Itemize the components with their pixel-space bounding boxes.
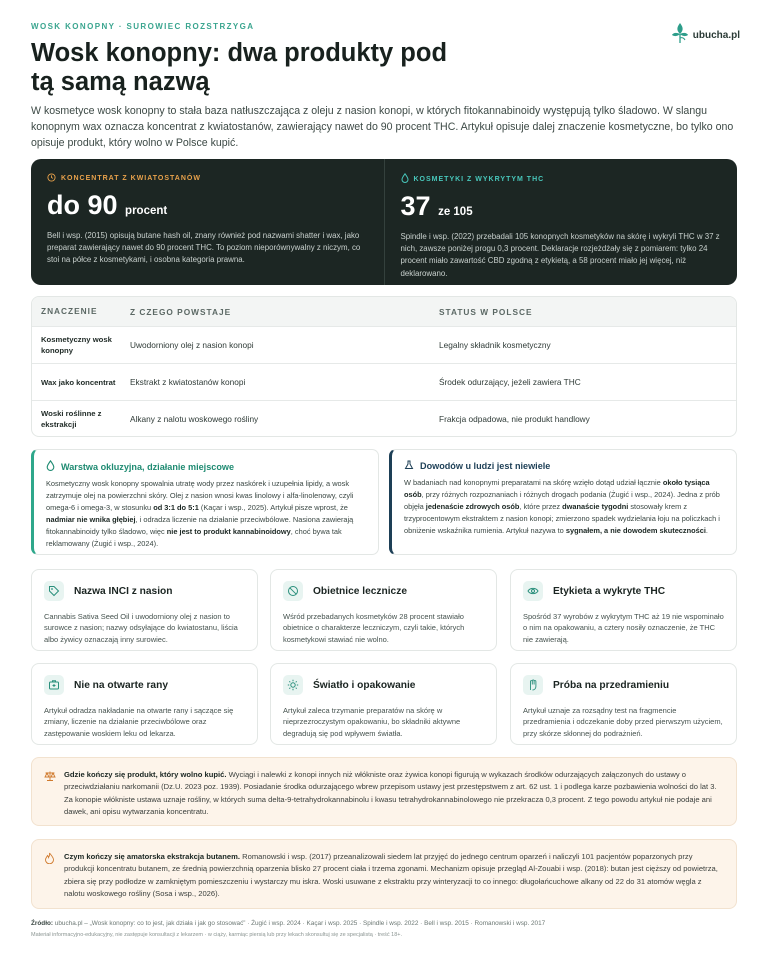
- table-cell: Frakcja odpadowa, nie produkt handlowy: [439, 414, 590, 424]
- card-text: Cannabis Sativa Seed Oil i uwodorniony olej z nasion to surowce z nasion; nazwy odsyłające do kwiatostanu, liścia albo żywicy oznaczają inny surowiec.: [44, 612, 238, 644]
- card-text: Wśród przebadanych kosmetyków 28 procent stawiało obietnice o charakterze leczniczym, czyli takie, których kosmetykowi stawiać nie wolno.: [283, 612, 465, 644]
- footer: [31, 920, 737, 938]
- table-cell: Kosmetyczny wosk konopny: [41, 335, 112, 355]
- table-cell: Wax jako koncentrat: [41, 377, 116, 387]
- table-row: [32, 326, 736, 363]
- clock-icon: [47, 173, 56, 184]
- card-text: Artykuł uznaje za rozsądny test na fragmencie przedramienia i odczekanie doby przed pierwszym użyciem, przy skórze skłonnej do podrażnień.: [523, 706, 723, 738]
- eye-icon: [523, 581, 543, 601]
- stat-label: KONCENTRAT Z KWIATOSTANÓW: [61, 175, 201, 182]
- table-row: [32, 363, 736, 400]
- box-text: Kosmetyczny wosk konopny spowalnia utratę wody przez naskórek i uzupełnia lipidy, a wosk zatrzymuje olej na powierzchni skóry. Olej z nasion wnosi kwas linolowy i alfa-linolenowy, czyli omega-6 i omega-3, w stosunku od 3:1 do 5:1 (Kaçar i wsp., 2025). Artykuł pisze wprost, że nadmiar nie wnika głębiej, i odradza liczenie na działanie przeciwbólowe. Nasiona zawierają fitokannabinoidy tylko śladowo, więc nie jest to produkt kannabinoidowy, choć bywa tak reklamowany (Żugić i wsp., 2024).: [46, 479, 354, 548]
- butane-note: [31, 839, 737, 909]
- source-line: Źródło: ubucha.pl – „Wosk konopny: co to jest, jak działa i jak go stosować” · Żugić i wsp. 2024 · Kaçar i wsp. 2025 · Spindle i wsp. 2022 · Bell i wsp. 2015 · Romanowski i wsp. 2017: [31, 920, 546, 927]
- stat-unit: procent: [125, 205, 168, 217]
- card-inci: [31, 569, 258, 651]
- brand[interactable]: [671, 22, 740, 49]
- card-title: Nazwa INCI z nasion: [74, 585, 173, 597]
- flame-icon: [44, 852, 55, 868]
- table-cell: Alkany z nalotu woskowego rośliny: [130, 414, 259, 424]
- stat-value: 37: [400, 191, 431, 221]
- table-cell: Woski roślinne z ekstrakcji: [41, 409, 102, 429]
- disclaimer: Materiał informacyjno-edukacyjny, nie zastępuje konsultacji z lekarzem · w ciąży, karmiąc piersią lub przy lekach skonsultuj się ze specjalistą · treść 18+.: [31, 932, 403, 938]
- stat-concentrate: [31, 159, 384, 285]
- tag-icon: [44, 581, 64, 601]
- brand-name: ubucha.pl: [692, 30, 740, 41]
- table-row: [32, 400, 736, 437]
- column-header: Z CZEGO POWSTAJE: [130, 306, 232, 317]
- card-text: Artykuł odradza nakładanie na otwarte rany i sączące się zmiany, liczenie na działanie przeciwbólowe oraz zastępowanie woskiem leku od lekarza.: [44, 706, 234, 738]
- card-claims: [270, 569, 497, 651]
- card-wounds: [31, 663, 258, 745]
- stat-cosmetics: [384, 159, 738, 285]
- header: [31, 22, 740, 97]
- stat-text: Spindle i wsp. (2022) przebadali 105 konopnych kosmetyków na skórę i wykryli THC w 37 z nich, zawsze poniżej progu 0,3 procent. Deklaracje rozjeżdżały się z pomiarem: tylko 24 procent miało zawartość CBD zgodną z etykietą, a 58 procent miało jej więcej, niż deklarowano.: [400, 232, 720, 278]
- card-patch-test: [510, 663, 737, 745]
- first-aid-icon: [44, 675, 64, 695]
- card-text: Artykuł zaleca trzymanie preparatów na skórę w nieprzezroczystym opakowaniu, bo składniki aktywne degradują się pod wpływem światła.: [283, 706, 461, 738]
- box-text: W badaniach nad konopnymi preparatami na skórę wzięło dotąd udział łącznie około tysiąca osób, przy różnych rozpoznaniach i różnych drogach podania (Żugić i wsp., 2024). Jedna z prób objęła jedenaście zdrowych osób, które przez dwanaście tygodni stosowały krem z trzyprocentowym ekstraktem z nasion konopi; zmierzono spadek wydzielania łoju na policzkach i obniżenie wskaźnika rumienia. Artykuł nazywa to sygnałem, a nie dowodem skuteczności.: [404, 478, 720, 535]
- stats-panel: [31, 159, 737, 285]
- occlusive-layer-box: [31, 449, 379, 555]
- note-text: Gdzie kończy się produkt, który wolno kupić. Wyciągi i nalewki z konopi innych niż włókniste oraz żywica konopi figurują w wykazach środków odurzających załączonych do ustawy o przeciwdziałaniu narkomanii (Dz.U. 2023 poz. 1939). Posiadanie środka odurzającego wbrew przepisom ustawy jest przestępstwem z art. 62 ust. 1 i podlega karze pozbawienia wolności do lat 3. Za konopie włókniste ustawa uznaje rośliny, w których suma delta-9-tetrahydrokannabinolu i kwasu tetrahydrokannabinolowego nie przekracza 0,3 procent. Z tego powodu artykuł nie podaje ani dawek, ani opisu wytwarzania koncentratu.: [64, 770, 717, 816]
- stat-label: KOSMETYKI Z WYKRYTYM THC: [413, 175, 545, 183]
- card-label-thc: [510, 569, 737, 651]
- sun-icon: [283, 675, 303, 695]
- table-cell: Środek odurzający, jeżeli zawiera THC: [439, 377, 581, 387]
- note-text: Czym kończy się amatorska ekstrakcja butanem. Romanowski i wsp. (2017) przeanalizowali siedem lat przyjęć do jednego centrum oparzeń i naliczyli 101 pacjentów poparzonych przy produkcji koncentratu butanem, ze średnią powierzchnią oparzenia blisko 27 procent ciała i trzema zgonami. Mechanizm opisuje przegląd Al-Zouabi i wsp. (2018): butan jest cięższy od powietrza, zbiera się przy podłodze w zamkniętym pomieszczeniu i wystarczy mu iskra. Woski usuwane z ekstraktu przy winteryzacji to co innego: długołańcuchowe alkany od 22 do 31 atomów węgla z nalotu woskowego rośliny (Sosa i wsp., 2026).: [64, 852, 718, 898]
- card-text: Spośród 37 wyrobów z wykrytym THC aż 19 nie wspominało o nim na opakowaniu, a cztery nosiły oznaczenie, że THC nie zawierają.: [523, 612, 724, 644]
- card-light: [270, 663, 497, 745]
- box-title: Warstwa okluzyjna, działanie miejscowe: [61, 461, 235, 472]
- column-header: STATUS W POLSCE: [439, 306, 533, 317]
- card-title: Nie na otwarte rany: [74, 679, 168, 691]
- drop-icon: [46, 460, 55, 473]
- hand-icon: [523, 675, 543, 695]
- stat-value: do 90: [47, 190, 118, 220]
- table-cell: Uwodorniony olej z nasion konopi: [130, 340, 254, 350]
- scale-icon: [44, 770, 56, 786]
- table-cell: Legalny składnik kosmetyczny: [439, 340, 551, 350]
- evidence-box: [389, 449, 737, 555]
- stat-text: Bell i wsp. (2015) opisują butane hash oil, znany również pod nazwami shatter i wax, jako preparat zawierający nawet do 90 procent THC. To poziom nieporównywalny z niczym, co stoi na półce z kosmetykami, i osobna kategoria prawna.: [47, 231, 361, 265]
- card-title: Światło i opakowanie: [313, 679, 416, 691]
- box-title: Dowodów u ludzi jest niewiele: [420, 461, 551, 471]
- card-title: Etykieta a wykryte THC: [553, 585, 666, 597]
- legal-note: [31, 757, 737, 826]
- table-header: [32, 297, 736, 326]
- drop-icon: [401, 173, 409, 185]
- intro-paragraph: W kosmetyce wosk konopny to stała baza natłuszczająca z oleju z nasion konopi, w których fitokannabinoidy występują tylko śladowo. W slangu konopnym wax oznacza koncentrat z kwiatostanów, zawierający nawet do 90 procent THC. Artykuł opisuje dalej znaczenie kosmetyczne, bo tylko ono opisuje produkt, który wolno w Polsce kupić.: [31, 105, 734, 149]
- page-title: Wosk konopny: dwa produkty pod tą samą nazwą: [31, 39, 448, 96]
- card-title: Próba na przedramieniu: [553, 679, 670, 691]
- column-header: ZNACZENIE: [41, 306, 98, 316]
- ban-icon: [283, 581, 303, 601]
- kicker: WOSK KONOPNY · SUROWIEC ROZSTRZYGA: [31, 22, 255, 31]
- meanings-table: [31, 296, 737, 437]
- table-cell: Ekstrakt z kwiatostanów konopi: [130, 377, 246, 387]
- leaf-logo-icon: [671, 22, 689, 49]
- flask-icon: [404, 460, 414, 472]
- stat-unit: ze 105: [438, 206, 473, 218]
- card-title: Obietnice lecznicze: [313, 585, 407, 597]
